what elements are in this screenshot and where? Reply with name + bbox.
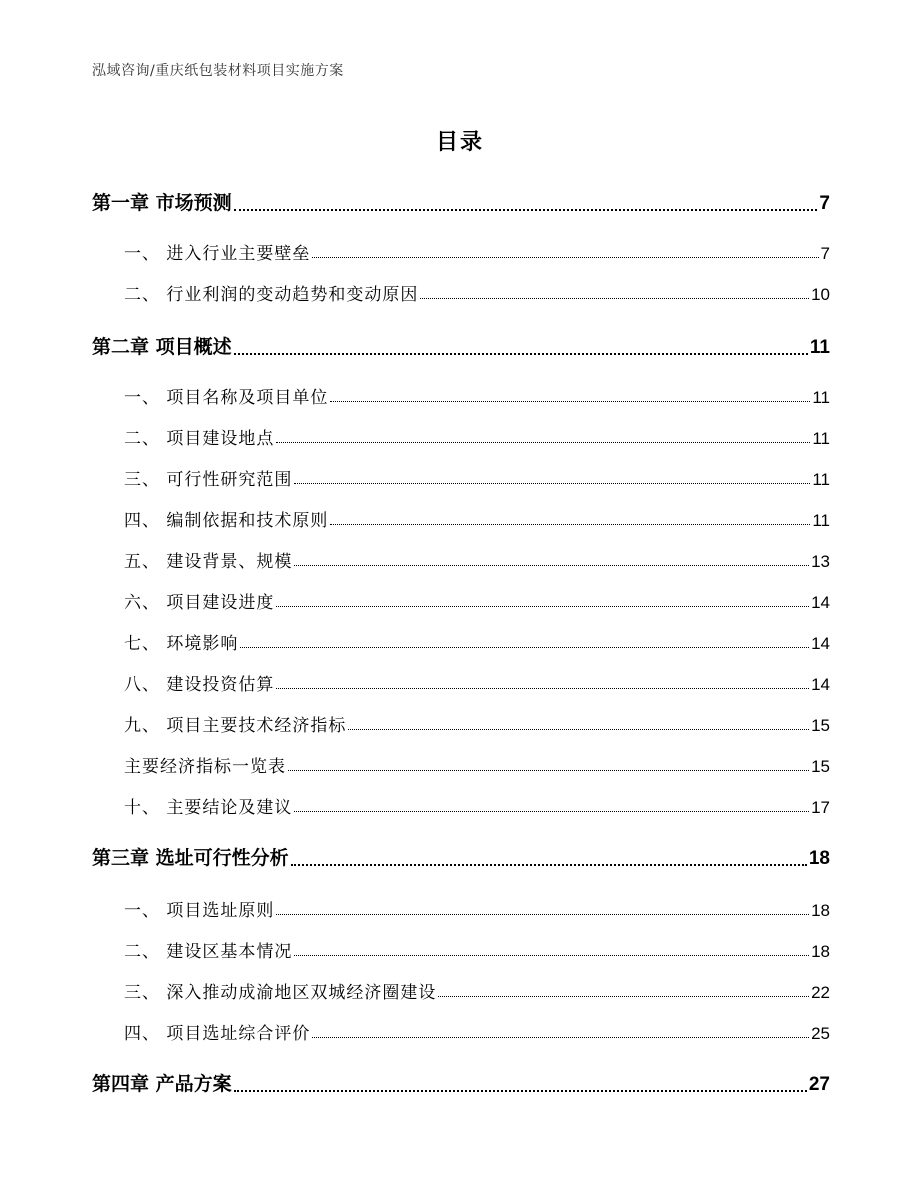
toc-entry-chapter-1[interactable] xyxy=(92,188,830,216)
leader-dots xyxy=(288,770,809,771)
toc-entry-page: 14 xyxy=(811,634,830,653)
toc-entry-section[interactable] xyxy=(92,978,830,1002)
toc-entry-section[interactable] xyxy=(92,383,830,407)
toc-entry-page: 15 xyxy=(811,716,830,735)
toc-entry-chapter-2[interactable] xyxy=(92,332,830,360)
leader-dots xyxy=(234,209,818,211)
leader-dots xyxy=(276,688,809,689)
toc-entry-page: 27 xyxy=(808,1074,830,1095)
toc-entry-chapter-3[interactable] xyxy=(92,843,830,871)
toc-entry-label: 四、 编制依据和技术原则 xyxy=(124,511,329,531)
toc-entry-label: 十、 主要结论及建议 xyxy=(124,798,293,818)
toc-entry-page: 14 xyxy=(811,675,830,694)
leader-dots xyxy=(276,442,810,443)
leader-dots xyxy=(294,565,809,566)
toc-entry-section[interactable] xyxy=(92,629,830,653)
toc-title: 目录 xyxy=(435,130,484,155)
toc-entry-page: 11 xyxy=(812,470,830,489)
toc-entry-table[interactable] xyxy=(92,752,830,776)
toc-entry-label: 四、 项目选址综合评价 xyxy=(124,1024,311,1044)
leader-dots xyxy=(330,524,810,525)
toc-entry-section[interactable] xyxy=(92,793,830,817)
running-header: 泓域咨询/重庆纸包装材料项目实施方案 xyxy=(92,63,344,79)
toc-entry-label: 二、 行业利润的变动趋势和变动原因 xyxy=(124,285,419,305)
toc-entry-section[interactable] xyxy=(92,239,830,263)
leader-dots xyxy=(291,864,807,866)
leader-dots xyxy=(276,606,809,607)
leader-dots xyxy=(234,1090,807,1092)
toc-entry-section[interactable] xyxy=(92,937,830,961)
leader-dots xyxy=(294,483,810,484)
toc-entry-page: 25 xyxy=(811,1024,830,1043)
leader-dots xyxy=(294,955,809,956)
toc-entry-page: 18 xyxy=(808,848,830,869)
toc-entry-page: 18 xyxy=(811,901,830,920)
toc-entry-label: 第二章 项目概述 xyxy=(92,336,232,358)
toc-entry-label: 一、 项目名称及项目单位 xyxy=(124,388,329,408)
toc-entry-label: 第四章 产品方案 xyxy=(92,1073,232,1095)
toc-entry-page: 10 xyxy=(811,285,830,304)
toc-entry-page: 13 xyxy=(811,552,830,571)
leader-dots xyxy=(240,647,809,648)
toc-entry-section[interactable] xyxy=(92,280,830,304)
leader-dots xyxy=(294,811,809,812)
toc-entry-page: 7 xyxy=(819,193,830,214)
toc-entry-label: 八、 建设投资估算 xyxy=(124,675,275,695)
toc-entry-label: 九、 项目主要技术经济指标 xyxy=(124,716,347,736)
toc-entry-label: 三、 可行性研究范围 xyxy=(124,470,293,490)
toc-entry-label: 二、 建设区基本情况 xyxy=(124,942,293,962)
toc-entry-section[interactable] xyxy=(92,588,830,612)
leader-dots xyxy=(420,298,809,299)
leader-dots xyxy=(234,353,808,355)
toc-entry-page: 14 xyxy=(811,593,830,612)
leader-dots xyxy=(330,401,810,402)
toc-entry-section[interactable] xyxy=(92,1019,830,1043)
leader-dots xyxy=(312,257,818,258)
toc-entry-page: 11 xyxy=(809,337,830,358)
toc-entry-label: 一、 项目选址原则 xyxy=(124,901,275,921)
toc-entry-section[interactable] xyxy=(92,547,830,571)
toc-entry-label: 二、 项目建设地点 xyxy=(124,429,275,449)
toc-entry-chapter-4[interactable] xyxy=(92,1069,830,1097)
toc-entry-section[interactable] xyxy=(92,896,830,920)
toc-entry-section[interactable] xyxy=(92,670,830,694)
toc-entry-label: 七、 环境影响 xyxy=(124,634,239,654)
toc-entry-page: 7 xyxy=(820,244,830,263)
toc-entry-page: 11 xyxy=(812,511,830,530)
toc-entry-page: 11 xyxy=(812,429,830,448)
toc-entry-page: 15 xyxy=(811,757,830,776)
toc-entry-label: 一、 进入行业主要壁垒 xyxy=(124,244,311,264)
toc-entry-section[interactable] xyxy=(92,506,830,530)
leader-dots xyxy=(438,996,809,997)
toc-entry-page: 18 xyxy=(811,942,830,961)
toc-entry-section[interactable] xyxy=(92,711,830,735)
toc-entry-label: 五、 建设背景、规模 xyxy=(124,552,293,572)
toc-entry-section[interactable] xyxy=(92,465,830,489)
toc-entry-page: 11 xyxy=(812,388,830,407)
leader-dots xyxy=(312,1037,809,1038)
leader-dots xyxy=(348,729,809,730)
leader-dots xyxy=(276,914,809,915)
toc-entry-label: 第一章 市场预测 xyxy=(92,192,232,214)
toc-entry-label: 三、 深入推动成渝地区双城经济圈建设 xyxy=(124,983,437,1003)
toc-entry-label: 六、 项目建设进度 xyxy=(124,593,275,613)
toc-entry-label: 主要经济指标一览表 xyxy=(124,757,286,777)
toc-entry-label: 第三章 选址可行性分析 xyxy=(92,847,289,869)
toc-entry-page: 17 xyxy=(811,798,830,817)
toc-entry-page: 22 xyxy=(811,983,830,1002)
toc-entry-section[interactable] xyxy=(92,424,830,448)
